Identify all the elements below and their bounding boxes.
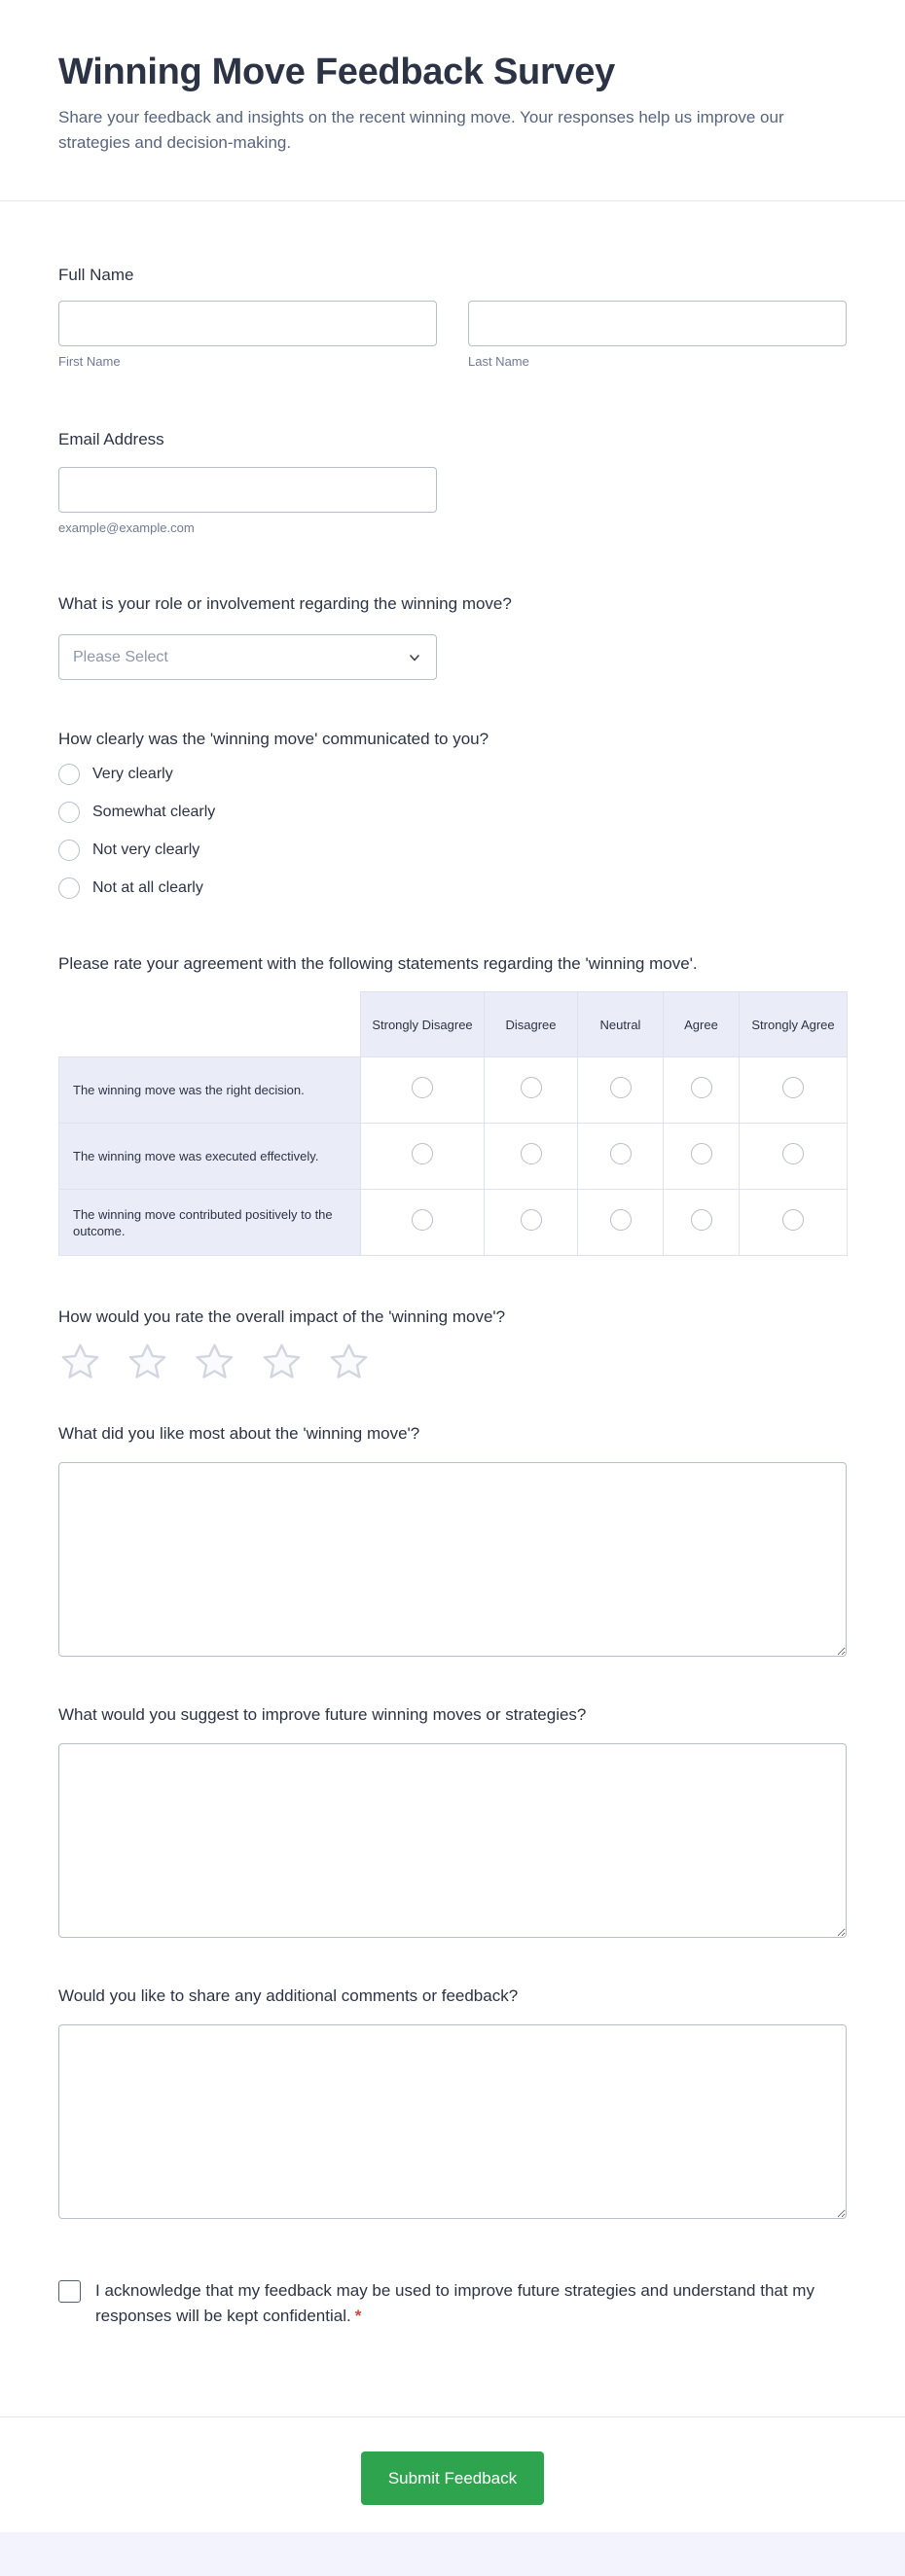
first-name-sublabel: First Name [58, 354, 121, 369]
radio-option-label: Not very clearly [92, 841, 200, 858]
form-body [0, 264, 905, 2329]
matrix-row-executed-effectively [59, 1124, 848, 1190]
role-select[interactable] [58, 634, 437, 680]
suggest-textarea[interactable] [58, 1743, 847, 1938]
matrix-row-right-decision [59, 1057, 848, 1124]
comments-textarea[interactable] [58, 2024, 847, 2219]
matrix-radio-icon[interactable] [521, 1143, 542, 1164]
matrix-cell[interactable] [578, 1190, 664, 1256]
star-icon[interactable] [260, 1341, 304, 1383]
matrix-col-header-strongly-disagree: Strongly Disagree [361, 992, 485, 1057]
matrix-cell[interactable] [361, 1124, 485, 1190]
star-icon[interactable] [58, 1341, 102, 1383]
radio-option-label: Not at all clearly [92, 879, 203, 896]
matrix-radio-icon[interactable] [412, 1077, 433, 1098]
role-label: What is your role or involvement regarding the winning move? [58, 594, 512, 613]
matrix-label: Please rate your agreement with the following statements regarding the 'winning move'. [58, 954, 698, 973]
matrix-cell[interactable] [361, 1057, 485, 1124]
matrix-row-label: The winning move was the right decision. [59, 1057, 361, 1124]
matrix-cell[interactable] [664, 1057, 740, 1124]
consent-label-text: I acknowledge that my feedback may be used to improve future strategies and understand that my responses will be kept confidential. [95, 2281, 814, 2325]
matrix-corner-cell [59, 992, 361, 1057]
radio-icon[interactable] [58, 802, 80, 823]
matrix-radio-icon[interactable] [782, 1209, 804, 1231]
matrix-radio-icon[interactable] [691, 1209, 712, 1231]
matrix-cell[interactable] [578, 1057, 664, 1124]
submit-button[interactable]: Submit Feedback [361, 2451, 544, 2505]
matrix-radio-icon[interactable] [412, 1209, 433, 1231]
clarity-label: How clearly was the 'winning move' communicated to you? [58, 730, 489, 748]
last-name-group [468, 301, 847, 370]
star-rating [58, 1341, 847, 1383]
question-email [58, 428, 847, 536]
form-header [0, 0, 905, 201]
matrix-radio-icon[interactable] [412, 1143, 433, 1164]
question-role [58, 592, 847, 680]
matrix-cell[interactable] [485, 1057, 578, 1124]
matrix-radio-icon[interactable] [521, 1077, 542, 1098]
matrix-col-header-disagree: Disagree [485, 992, 578, 1057]
comments-label: Would you like to share any additional comments or feedback? [58, 1986, 519, 2005]
chevron-down-icon [407, 650, 422, 665]
liked-textarea[interactable] [58, 1462, 847, 1657]
matrix-cell[interactable] [740, 1124, 848, 1190]
required-asterisk: * [354, 2307, 362, 2325]
radio-option-not-at-all-clearly[interactable] [58, 877, 847, 899]
matrix-row-label: The winning move contributed positively to the outcome. [59, 1190, 361, 1256]
matrix-col-header-neutral: Neutral [578, 992, 664, 1057]
radio-icon[interactable] [58, 877, 80, 899]
matrix-cell[interactable] [740, 1190, 848, 1256]
role-select-placeholder: Please Select [73, 648, 168, 665]
radio-icon[interactable] [58, 764, 80, 785]
matrix-row-label: The winning move was executed effectively. [59, 1124, 361, 1190]
matrix-cell[interactable] [485, 1190, 578, 1256]
matrix-radio-icon[interactable] [691, 1143, 712, 1164]
email-sublabel: example@example.com [58, 520, 195, 535]
matrix-cell[interactable] [578, 1124, 664, 1190]
matrix-radio-icon[interactable] [610, 1143, 632, 1164]
matrix-cell[interactable] [485, 1124, 578, 1190]
question-clarity [58, 728, 847, 899]
email-input[interactable] [58, 467, 437, 513]
question-full-name [58, 264, 847, 370]
matrix-radio-icon[interactable] [610, 1209, 632, 1231]
matrix-cell[interactable] [740, 1057, 848, 1124]
matrix-radio-icon[interactable] [782, 1077, 804, 1098]
matrix-cell[interactable] [664, 1124, 740, 1190]
full-name-label: Full Name [58, 266, 134, 284]
matrix-cell[interactable] [361, 1190, 485, 1256]
question-impact-rating [58, 1306, 847, 1383]
radio-option-label: Somewhat clearly [92, 804, 216, 820]
star-icon[interactable] [327, 1341, 371, 1383]
radio-option-somewhat-clearly[interactable] [58, 802, 847, 823]
question-additional-comments [58, 1985, 847, 2219]
matrix-col-header-agree: Agree [664, 992, 740, 1057]
matrix-radio-icon[interactable] [782, 1143, 804, 1164]
star-icon[interactable] [126, 1341, 169, 1383]
form-footer [0, 2416, 905, 2532]
radio-option-very-clearly[interactable] [58, 764, 847, 785]
form-subtitle: Share your feedback and insights on the recent winning move. Your responses help us improve our strategies and decision-making. [58, 108, 784, 152]
form-title: Winning Move Feedback Survey [58, 52, 615, 92]
suggest-label: What would you suggest to improve future winning moves or strategies? [58, 1705, 587, 1724]
last-name-sublabel: Last Name [468, 354, 529, 369]
impact-label: How would you rate the overall impact of the 'winning move'? [58, 1307, 506, 1326]
first-name-group [58, 301, 437, 370]
liked-label: What did you like most about the 'winning move'? [58, 1424, 420, 1443]
question-consent [58, 2278, 847, 2329]
star-icon[interactable] [193, 1341, 236, 1383]
last-name-input[interactable] [468, 301, 847, 346]
matrix-radio-icon[interactable] [610, 1077, 632, 1098]
consent-label [95, 2278, 835, 2329]
first-name-input[interactable] [58, 301, 437, 346]
matrix-row-positive-outcome [59, 1190, 848, 1256]
matrix-col-header-strongly-agree: Strongly Agree [740, 992, 848, 1057]
question-suggestions [58, 1703, 847, 1938]
matrix-radio-icon[interactable] [691, 1077, 712, 1098]
radio-option-not-very-clearly[interactable] [58, 840, 847, 861]
name-inputs-row [58, 301, 847, 370]
clarity-options [58, 764, 847, 899]
radio-option-label: Very clearly [92, 766, 173, 782]
matrix-cell[interactable] [664, 1190, 740, 1256]
question-liked-most [58, 1422, 847, 1657]
email-label: Email Address [58, 430, 164, 448]
matrix-radio-icon[interactable] [521, 1209, 542, 1231]
agreement-matrix-table [58, 991, 848, 1256]
radio-icon[interactable] [58, 840, 80, 861]
matrix-header-row [59, 992, 848, 1057]
question-agreement-matrix [58, 952, 847, 1256]
consent-checkbox[interactable] [58, 2280, 81, 2303]
